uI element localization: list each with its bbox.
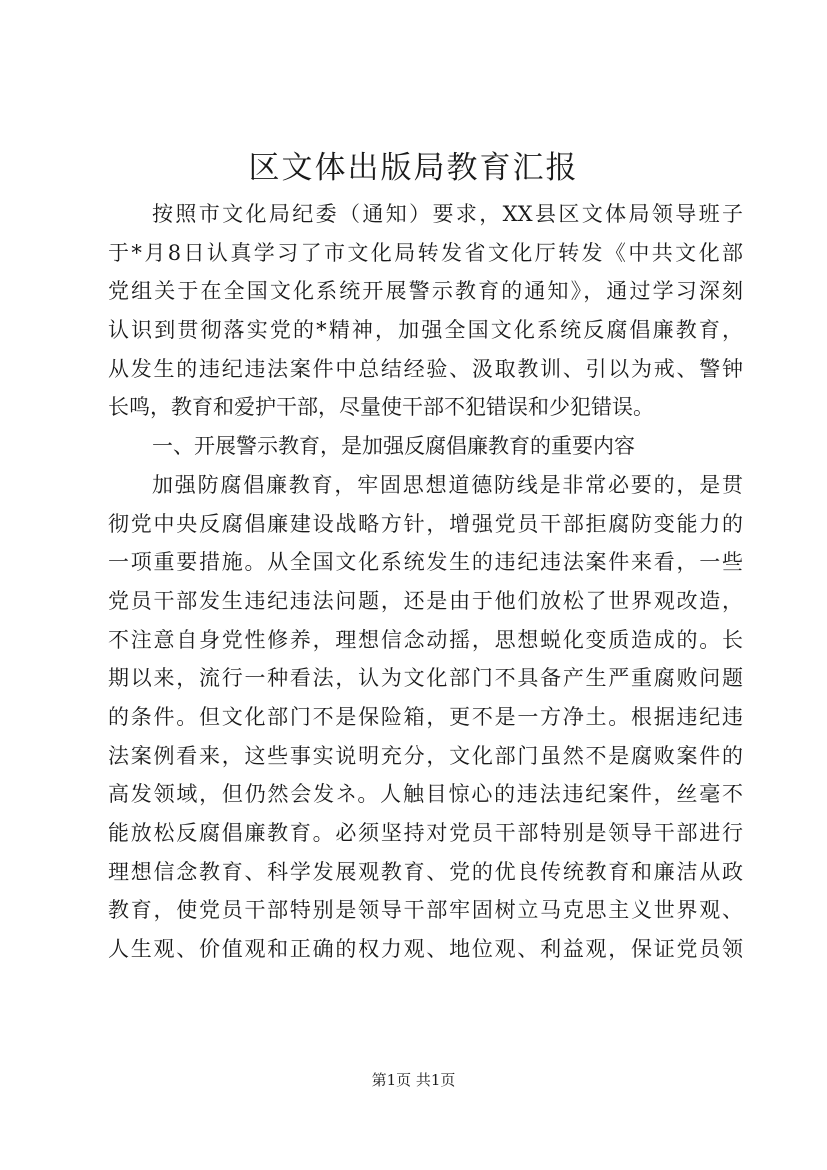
paragraph-line: 不注意自身党性修养，理想信念动摇，思想蜕化变质造成的。长 <box>108 627 743 652</box>
paragraph-line: 理想信念教育、科学发展观教育、党的优良传统教育和廉洁从政 <box>108 859 743 884</box>
paragraph-line: 高发领域，但仍然会发ネ。人触目惊心的违法违纪案件，丝毫不 <box>108 782 743 807</box>
section-heading: 一、开展警示教育，是加强反腐倡廉教育的重要内容 <box>152 434 635 459</box>
paragraph-line: 党组关于在全国文化系统开展警示教育的通知》，通过学习深刻 <box>108 279 743 304</box>
document-body <box>108 195 743 969</box>
paragraph-line: 法案例看来，这些事实说明充分，文化部门虽然不是腐败案件的 <box>108 743 743 768</box>
document-title: 区文体出版局教育汇报 <box>248 150 579 186</box>
paragraph-line: 于*月8日认真学习了市文化局转发省文化厅转发《中共文化部 <box>108 240 743 265</box>
paragraph-line: 长鸣，教育和爱护干部，尽量使干部不犯错误和少犯错误。 <box>108 395 654 420</box>
paragraph-line: 期以来，流行一种看法，认为文化部门不具备产生严重腐败问题 <box>108 666 743 691</box>
paragraph-line: 认识到贯彻落实党的*精神，加强全国文化系统反腐倡廉教育， <box>108 318 743 343</box>
paragraph-line: 的条件。但文化部门不是保险箱，更不是一方净土。根据违纪违 <box>108 704 743 729</box>
paragraph-line: 人生观、价值观和正确的权力观、地位观、利益观，保证党员领 <box>108 937 743 962</box>
paragraph-line: 彻党中央反腐倡廉建设战略方针，增强党员干部拒腐防变能力的 <box>108 511 743 536</box>
paragraph-line: 能放松反腐倡廉教育。必须坚持对党员干部特别是领导干部进行 <box>108 821 743 845</box>
page-number-footer: 第1页 共1页 <box>371 1071 456 1089</box>
paragraph-line: 一项重要措施。从全国文化系统发生的违纪违法案件来看，一些 <box>108 550 743 575</box>
paragraph-line: 党员干部发生违纪违法问题，还是由于他们放松了世界观改造， <box>108 588 743 613</box>
paragraph-line: 按照市文化局纪委（通知）要求，XX县区文体局领导班子 <box>152 202 743 226</box>
paragraph-line: 从发生的违纪违法案件中总结经验、汲取教训、引以为戒、警钟 <box>108 356 743 381</box>
paragraph-line: 加强防腐倡廉教育，牢固思想道德防线是非常必要的，是贯 <box>152 472 743 497</box>
paragraph-line: 教育，使党员干部特别是领导干部牢固树立马克思主义世界观、 <box>108 898 743 923</box>
